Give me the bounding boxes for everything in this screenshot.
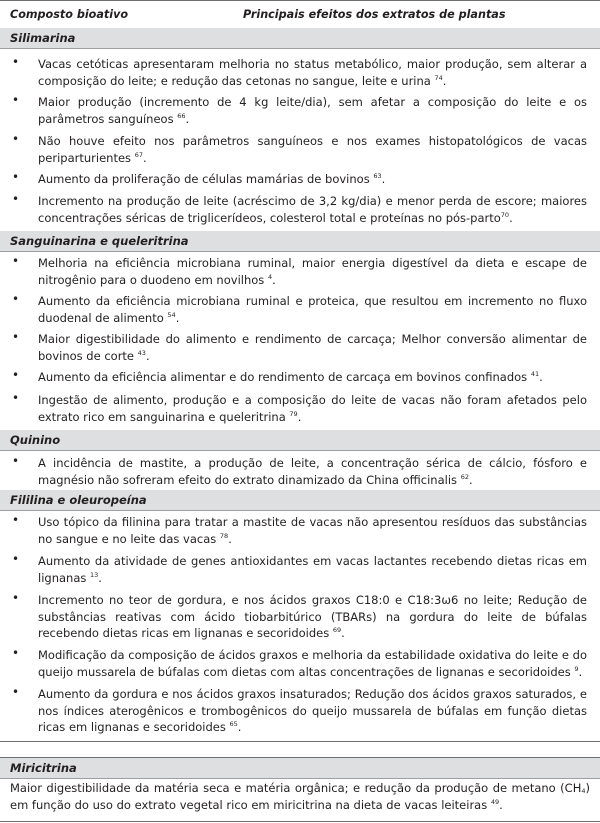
bullet-icon: • xyxy=(12,513,20,527)
table-header xyxy=(0,0,600,29)
bullet-icon: • xyxy=(12,132,20,146)
item-text: Vacas cetóticas apresentaram melhoria no status metabólico, maior produção, sem alterar a composição do leite; e redução das cetonas no sangue, leite e urina $^{74}$. xyxy=(38,57,587,88)
divider xyxy=(0,821,600,822)
bullet-icon: • xyxy=(12,93,20,107)
bullet-icon: • xyxy=(12,391,20,405)
section-fililina xyxy=(0,490,600,511)
bullet-icon: • xyxy=(12,55,20,69)
section-title: Miricitrina xyxy=(10,761,77,775)
item-text: Modificação da composição de ácidos graxos e melhoria da estabilidade oxidativa do leite e do queijo mussarela de búfalas com dietas com altas concentrações de lignanas e secoridoides $^9$. xyxy=(38,648,587,679)
section-title: Sanguinarina e queleritrina xyxy=(10,234,189,248)
section-sanguinarina xyxy=(0,231,600,252)
section-title: Fililina e oleuropeína xyxy=(10,493,147,507)
item-text: Melhoria na eficiência microbiana ruminal, maior energia digestível da dieta e escape de nitrogênio para o duodeno em novilhos $^4$. xyxy=(38,256,587,287)
header-compound: Composto bioativo xyxy=(10,8,129,21)
item-text: Maior digestibilidade do alimento e rendimento de carcaça; Melhor conversão alimentar de bovinos de corte $^{43}$. xyxy=(38,332,587,363)
item-text: Ingestão de alimento, produção e a composição do leite de vacas não foram afetados pelo extrato rico em sanguinarina e queleritrina $^{79}$. xyxy=(38,393,587,424)
item-text: Uso tópico da filinina para tratar a mastite de vacas não apresentou resíduos das substâncias no sangue e no leite das vacas $^{78}$. xyxy=(38,515,587,546)
bullet-icon: • xyxy=(12,368,20,382)
divider xyxy=(0,741,600,742)
bullet-icon: • xyxy=(12,170,20,184)
bullet-icon: • xyxy=(12,685,20,699)
item-text: Aumento da atividade de genes antioxidantes em vacas lactantes recebendo dietas ricas em lignanas $^{13}$. xyxy=(38,554,587,585)
bullet-icon: • xyxy=(12,330,20,344)
bullet-icon: • xyxy=(12,254,20,268)
item-text: Maior digestibilidade da matéria seca e matéria orgânica; e redução da produção de metano $(CH_4)$ em função do uso do extrato vegetal rico em miricitrina na dieta de vacas leiteiras $^{49}$. xyxy=(10,781,590,812)
item-text: A incidência de mastite, a produção de leite, a concentração sérica de cálcio, fósforo e magnésio não sofreram efeito do extrato dinamizado da China officinalis $^{62}$. xyxy=(38,456,587,487)
section-silimarina xyxy=(0,28,600,49)
section-miricitrina xyxy=(0,758,600,779)
item-text: Não houve efeito nos parâmetros sanguíneos e nos exames histopatológicos de vacas periparturientes $^{67}$. xyxy=(38,134,587,165)
section-title: Quinino xyxy=(10,433,61,447)
item-text: Aumento da proliferação de células mamárias de bovinos $^{63}$. xyxy=(38,172,386,186)
item-text: Maior produção (incremento de 4 kg leite/dia), sem afetar a composição do leite e os parâmetros sanguíneos $^{66}$. xyxy=(38,95,587,126)
bullet-icon: • xyxy=(12,552,20,566)
item-text: Aumento da eficiência microbiana ruminal e proteica, que resultou em incremento no fluxo duodenal de alimento $^{54}$. xyxy=(38,294,587,325)
header-effects: Principais efeitos dos extratos de plantas xyxy=(243,8,506,21)
section-title: Silimarina xyxy=(10,31,76,45)
bullet-icon: • xyxy=(12,292,20,306)
bullet-icon: • xyxy=(12,192,20,206)
item-text: Aumento da gordura e nos ácidos graxos insaturados; Redução dos ácidos graxos saturados, e nos índices aterogênicos e trombogênicos do queijo mussarela de búfalas em função dietas ricas em lignanas e secoridoides $^{65}$. xyxy=(38,687,587,734)
section-quinino xyxy=(0,430,600,451)
bullet-icon: • xyxy=(12,591,20,605)
bullet-icon: • xyxy=(12,646,20,660)
item-text: Incremento no teor de gordura, e nos ácidos graxos C18:0 e C18:3ω6 no leite; Redução de substâncias reativas com ácido tiobarbitúrico (TBARs) na gordura do leite de búfalas recebendo dietas ricas em lignanas e secoridoides $^{69}$. xyxy=(38,593,587,640)
item-text: Aumento da eficiência alimentar e do rendimento de carcaça em bovinos confinados $^{41}$. xyxy=(38,370,543,384)
item-text: Incremento na produção de leite (acréscimo de 3,2 kg/dia) e menor perda de escore; maiores concentrações séricas de triglicerídeos, colesterol total e proteínas no pós-parto$^{70}$. xyxy=(38,194,587,225)
bullet-icon: • xyxy=(12,454,20,468)
